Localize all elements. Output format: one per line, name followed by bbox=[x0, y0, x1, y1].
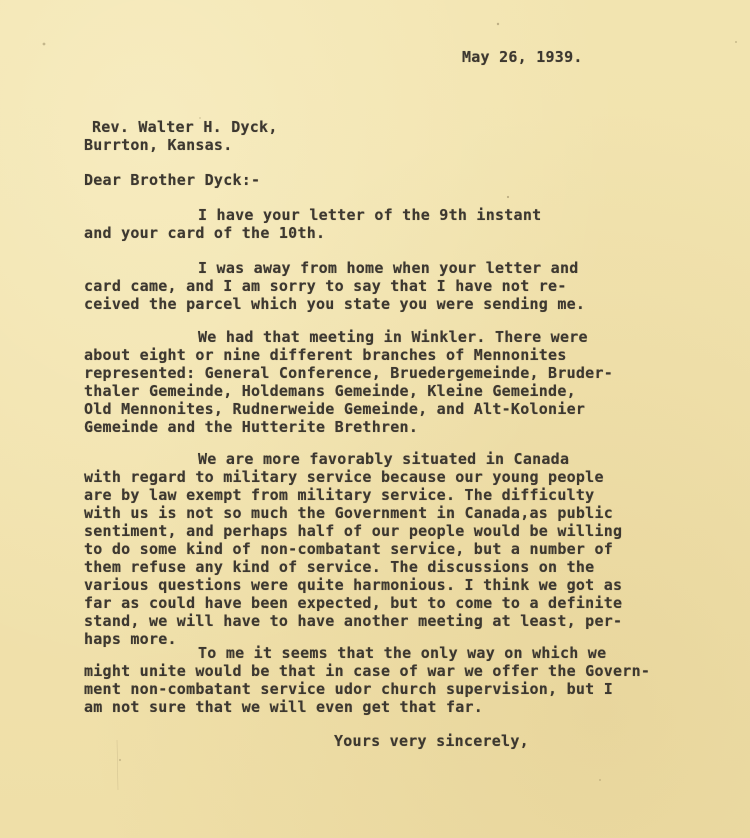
paragraph-line: represented: General Conference, Bruedergemeinde, Bruder- bbox=[84, 364, 614, 382]
paragraph-line: Old Mennonites, Rudnerweide Gemeinde, and Alt-Kolonier bbox=[84, 400, 586, 418]
paragraph-line: might unite would be that in case of war we offer the Govern- bbox=[84, 662, 651, 680]
paragraph-line: We had that meeting in Winkler. There were bbox=[198, 328, 588, 346]
paragraph-line: We are more favorably situated in Canada bbox=[198, 450, 570, 468]
salutation: Dear Brother Dyck:- bbox=[84, 171, 261, 189]
paragraph-line: To me it seems that the only way on which we bbox=[198, 644, 607, 662]
paragraph-line: various questions were quite harmonious. I think we got as bbox=[84, 576, 623, 594]
paragraph-line: haps more. bbox=[84, 630, 177, 648]
paragraph-line: ment non-combatant service udor church supervision, but I bbox=[84, 680, 614, 698]
paragraph-line: ceived the parcel which you state you were sending me. bbox=[84, 295, 586, 313]
letter-date: May 26, 1939. bbox=[462, 48, 583, 66]
closing: Yours very sincerely, bbox=[334, 732, 529, 750]
paragraph-line: them refuse any kind of service. The discussions on the bbox=[84, 558, 595, 576]
paragraph-line: sentiment, and perhaps half of our people would be willing bbox=[84, 522, 623, 540]
paragraph-line: with regard to military service because our young people bbox=[84, 468, 604, 486]
recipient-name: Rev. Walter H. Dyck, bbox=[92, 118, 278, 136]
paragraph-line: stand, we will have to have another meeting at least, per- bbox=[84, 612, 623, 630]
paragraph-line: about eight or nine different branches of Mennonites bbox=[84, 346, 567, 364]
paragraph-line: with us is not so much the Government in Canada,as public bbox=[84, 504, 614, 522]
paragraph-line: I have your letter of the 9th instant bbox=[198, 206, 542, 224]
paragraph-line: thaler Gemeinde, Holdemans Gemeinde, Kleine Gemeinde, bbox=[84, 382, 576, 400]
paragraph-line: card came, and I am sorry to say that I have not re- bbox=[84, 277, 567, 295]
paragraph-line: and your card of the 10th. bbox=[84, 224, 326, 242]
paragraph-line: to do some kind of non-combatant service, but a number of bbox=[84, 540, 614, 558]
paragraph-line: I was away from home when your letter and bbox=[198, 259, 579, 277]
paragraph-line: far as could have been expected, but to come to a definite bbox=[84, 594, 623, 612]
paragraph-line: Gemeinde and the Hutterite Brethren. bbox=[84, 418, 419, 436]
recipient-location: Burrton, Kansas. bbox=[84, 136, 233, 154]
paragraph-line: am not sure that we will even get that far. bbox=[84, 698, 484, 716]
paragraph-line: are by law exempt from military service. The difficulty bbox=[84, 486, 595, 504]
